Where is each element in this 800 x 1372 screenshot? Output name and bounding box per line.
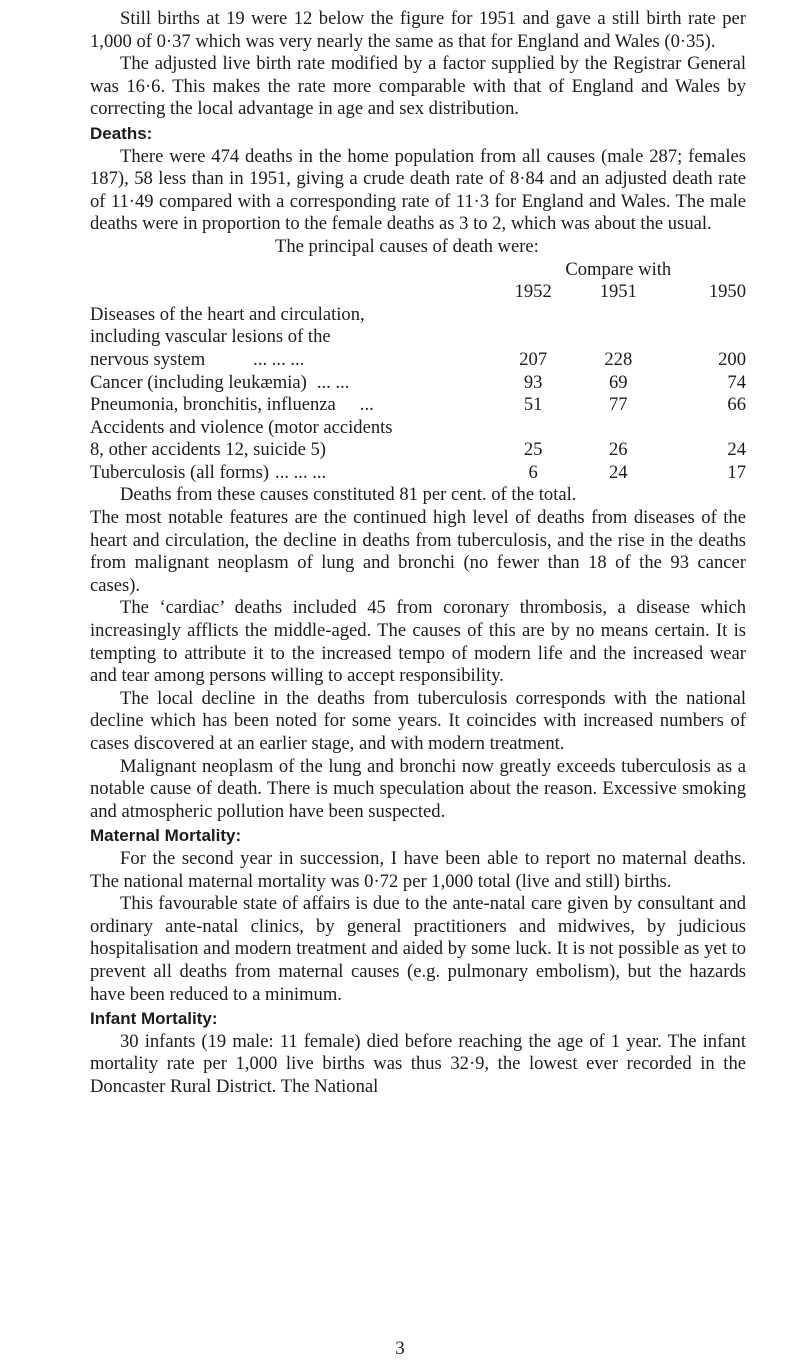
cause-cancer — [90, 372, 491, 395]
cell-tuberculosis-1952: 6 — [528, 461, 538, 483]
cell-pneumonia-1952: 51 — [523, 394, 543, 416]
cell-accidents-1952: 25 — [523, 439, 543, 461]
paragraph-infant-1: 30 infants (19 male: 11 female) died before reaching the age of 1 year. The infant mortality rate per 1,000 live births was thus 32·9, the lowest ever recorded in the Doncaster Rural District. The National — [90, 1030, 746, 1097]
cause-heart-line3 — [90, 349, 491, 372]
cause-tuberculosis — [90, 462, 491, 485]
cell-heart-1951: 228 — [604, 348, 633, 370]
cell-pneumonia-1950: 66 — [727, 394, 746, 416]
document-page — [90, 8, 746, 1099]
paragraph-notable-features: The most notable features are the continued high level of deaths from diseases of the heart and circulation, the decline in deaths from tuberculosis, and the rise in the deaths from malignant neoplasm of lung and bronchi (no fewer than 18 of the 93 cancer cases). — [90, 507, 746, 596]
leader-dots: ... ... ... — [253, 348, 305, 370]
cause-accidents-line1: Accidents and violence (motor accidents — [90, 416, 393, 438]
year-header-row — [90, 281, 746, 304]
leader-dots: ... — [359, 394, 374, 416]
cell-accidents-1951: 26 — [609, 439, 628, 461]
cell-accidents-1950: 24 — [727, 439, 746, 461]
table-row — [90, 439, 746, 462]
cell-heart-1952: 207 — [519, 348, 548, 370]
paragraph-adjusted-birth-rate: The adjusted live birth rate modified by a factor supplied by the Registrar General was 16·6. This makes the rate more comparable with that of England and Wales by correcting the local advantage in age and sex distribution. — [90, 53, 746, 120]
cause-heart-line2: including vascular lesions of the — [90, 326, 331, 348]
heading-maternal-mortality: Maternal Mortality: — [90, 826, 242, 846]
cause-pneumonia-text: Pneumonia, bronchitis, influenza — [90, 394, 336, 416]
table-row — [90, 326, 746, 349]
cell-tuberculosis-1951: 24 — [609, 461, 628, 483]
cell-cancer-1951: 69 — [609, 371, 628, 393]
cause-accidents-line2: 8, other accidents 12, suicide 5) — [90, 439, 326, 461]
year-1952: 1952 — [514, 281, 552, 303]
year-1950: 1950 — [708, 281, 746, 303]
table-row — [90, 394, 746, 417]
table-row — [90, 349, 746, 372]
leader-dots: ... ... ... — [275, 461, 327, 483]
paragraph-maternal-2: This favourable state of affairs is due to the ante-natal care given by consultant and ordinary ante-natal clinics, by general practitioners and midwives, by judicious hospitalisation and modern treatment and aided by some luck. It is not possible as yet to prevent all deaths from maternal causes (e.g. pulmonary embolism), but the hazards have been reduced to a minimum. — [90, 893, 746, 1005]
cause-cancer-text: Cancer (including leukæmia) — [90, 371, 307, 393]
page-number: 3 — [395, 1338, 405, 1359]
deaths-summary: Deaths from these causes constituted 81 per cent. of the total. — [120, 484, 577, 506]
leader-dots: ... ... — [316, 371, 350, 393]
heading-infant-mortality: Infant Mortality: — [90, 1009, 218, 1029]
causes-of-death-table — [90, 259, 746, 485]
cause-heart-line1: Diseases of the heart and circulation, — [90, 303, 365, 325]
year-1951: 1951 — [599, 281, 637, 303]
cell-tuberculosis-1950: 17 — [727, 461, 746, 483]
table-row — [90, 417, 746, 440]
paragraph-maternal-1: For the second year in succession, I have been able to report no maternal deaths. The national maternal mortality was 0·72 per 1,000 total (live and still) births. — [90, 847, 746, 892]
cause-tuberculosis-text: Tuberculosis (all forms) — [90, 461, 270, 483]
paragraph-tuberculosis: The local decline in the deaths from tuberculosis corresponds with the national decline which has been noted for some years. It coincides with increased numbers of cases discovered at an earlier stage, and with modern treatment. — [90, 687, 746, 754]
cause-pneumonia — [90, 394, 491, 417]
paragraph-neoplasm: Malignant neoplasm of the lung and bronchi now greatly exceeds tuberculosis as a notable cause of death. There is much speculation about the reason. Excessive smoking and atmospheric pollution have been suspected. — [90, 755, 746, 822]
heading-deaths: Deaths: — [90, 123, 153, 143]
deaths-intro-text: There were 474 deaths in the home population from all causes (male 287; females 187), 58 less than in 1951, giving a crude death rate of 8·84 and an adjusted death rate of 11·49 compared with a corresponding rate of 11·3 for England and Wales. The male deaths were in proportion to the female deaths as 3 to 2, which was about the usual. — [90, 145, 746, 235]
table-row — [90, 462, 746, 485]
table-row — [90, 304, 746, 327]
cell-cancer-1950: 74 — [727, 371, 746, 393]
compare-with-label: Compare with — [565, 258, 672, 280]
cause-heart-text: nervous system — [90, 348, 206, 370]
table-row — [90, 372, 746, 395]
cell-cancer-1952: 93 — [523, 371, 543, 393]
cell-heart-1950: 200 — [718, 348, 746, 370]
paragraph-deaths-intro — [90, 146, 746, 236]
paragraph-still-births: Still births at 19 were 12 below the figure for 1951 and gave a still birth rate per 1,000 of 0·37 which was very nearly the same as that for England and Wales (0·35). — [90, 8, 746, 52]
cell-pneumonia-1951: 77 — [609, 394, 628, 416]
paragraph-cardiac: The ‘cardiac’ deaths included 45 from coronary thrombosis, a disease which increasingly afflicts the middle-aged. The causes of this are by no means certain. It is tempting to attribute it to the increased tempo of modern life and the increased wear and tear among persons willing to accept responsibility. — [90, 597, 746, 687]
principal-causes-heading: The principal causes of death were: — [275, 235, 539, 257]
